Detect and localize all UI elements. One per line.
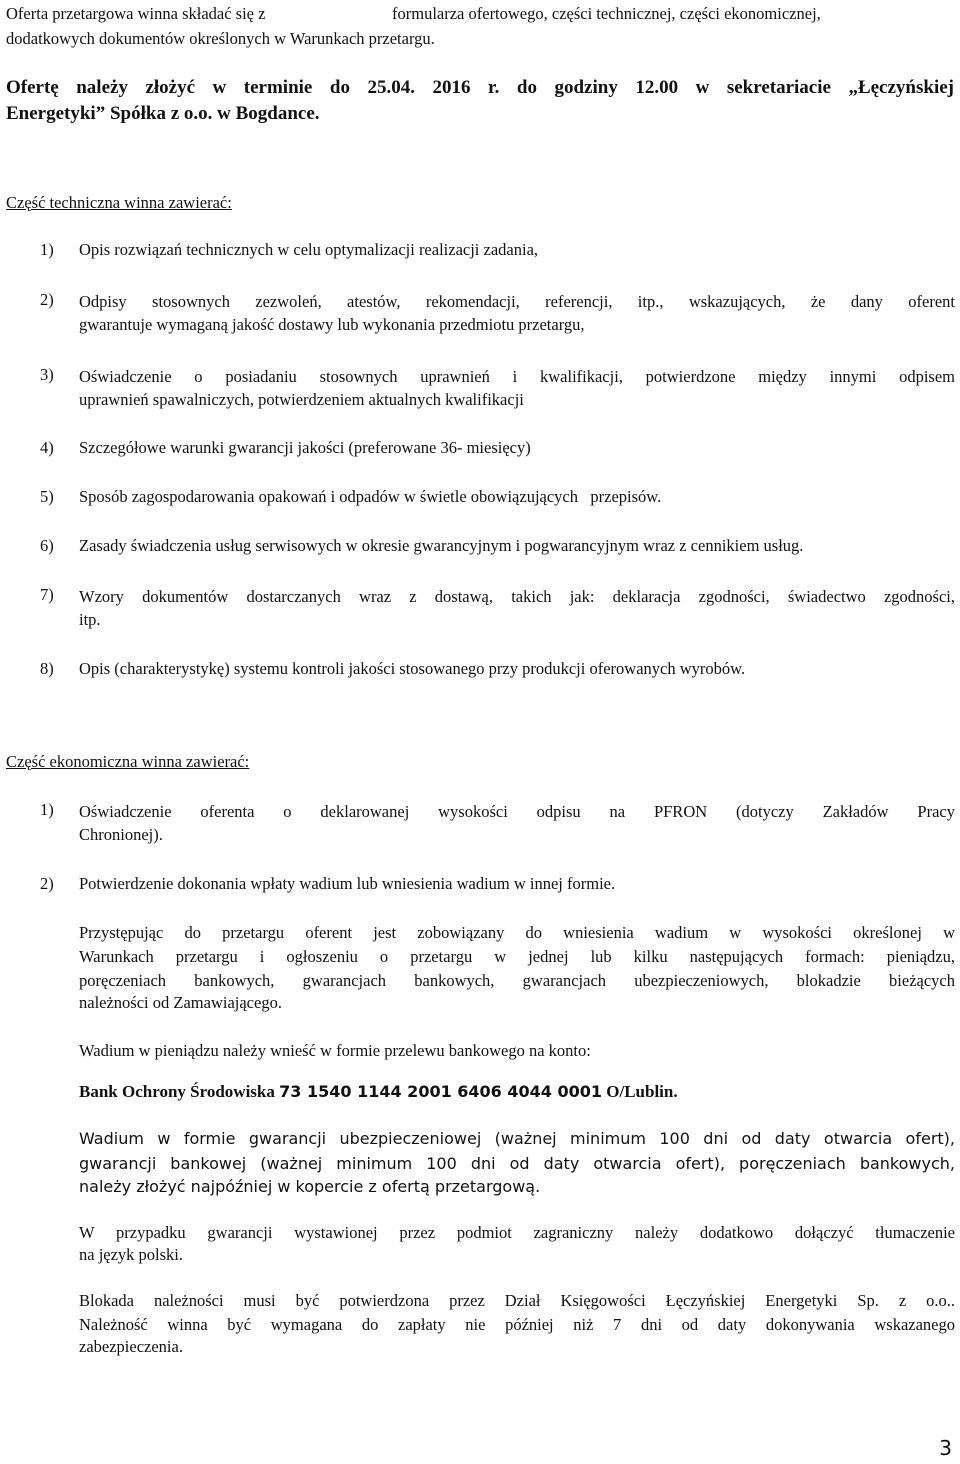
list-item-continued: uprawnień spawalniczych, potwierdzeniem aktualnych kwalifikacji [79,390,524,409]
bank-account [79,1082,678,1102]
list-item: Szczegółowe warunki gwarancji jakości (preferowane 36- miesięcy) [79,438,531,457]
list-item: Odpisy stosownych zezwoleń, atestów, rekomendacji, referencji, itp., wskazujących, że dany oferent [79,292,955,311]
list-item: Opis (charakterystykę) systemu kontroli jakości stosowanego przy produkcji oferowanych wyrobów. [79,659,746,678]
intro-line-1b: formularza ofertowego, części technicznej, części ekonomicznej, [392,4,821,23]
list-item-number: 1) [40,240,54,259]
paragraph-line: Warunkach przetargu i ogłoszeniu o przetargu w jednej lub kilku następujących formach: pieniądzu, [79,947,955,966]
paragraph-line: W przypadku gwarancji wystawionej przez podmiot zagraniczny należy dodatkowo dołączyć tłumaczenie [79,1223,955,1242]
list-item-number: 3) [40,365,54,384]
page-number: 3 [939,1436,952,1460]
intro-line-2: dodatkowych dokumentów określonych w Warunkach przetargu. [6,29,435,48]
technical-heading: Część techniczna winna zawierać: [6,193,232,212]
paragraph-line: Przystępując do przetargu oferent jest zobowiązany do wniesienia wadium w wysokości określonej w [79,923,955,942]
list-item: Oświadczenie oferenta o deklarowanej wysokości odpisu na PFRON (dotyczy Zakładów Pracy [79,802,955,821]
intro-line-1a: Oferta przetargowa winna składać się z [6,4,266,23]
list-item-number: 4) [40,438,54,457]
deadline-line-2: Energetyki” Spółka z o.o. w Bogdance. [6,103,320,124]
paragraph-line: należy złożyć najpóźniej w kopercie z ofertą przetargową. [79,1177,541,1196]
transfer-instruction: Wadium w pieniądzu należy wnieść w formie przelewu bankowego na konto: [79,1041,591,1060]
list-item-number: 2) [40,290,54,309]
list-item: Opis rozwiązań technicznych w celu optymalizacji realizacji zadania, [79,240,539,259]
paragraph-line: zabezpieczenia. [79,1337,183,1356]
paragraph-line: Wadium w formie gwarancji ubezpieczeniowej (ważnej minimum 100 dni od daty otwarcia ofert), [79,1129,955,1148]
list-item-number: 1) [40,800,54,819]
list-item-number: 8) [40,659,54,678]
list-item: Zasady świadczenia usług serwisowych w okresie gwarancyjnym i pogwarancyjnym wraz z cennikiem usług. [79,536,804,555]
list-item: Oświadczenie o posiadaniu stosownych uprawnień i kwalifikacji, potwierdzone między innymi odpisem [79,367,955,386]
list-item: Wzory dokumentów dostarczanych wraz z dostawą, takich jak: deklaracja zgodności, świadectwo zgodności, [79,587,955,606]
list-item: Sposób zagospodarowania opakowań i odpadów w świetle obowiązujących przepisów. [79,487,662,506]
economic-heading: Część ekonomiczna winna zawierać: [6,752,250,771]
list-item-continued: itp. [79,610,101,629]
paragraph-line: poręczeniach bankowych, gwarancjach bankowych, gwarancjach ubezpieczeniowych, blokadzie bieżących [79,971,955,990]
deadline-line-1: Ofertę należy złożyć w terminie do 25.04. 2016 r. do godziny 12.00 w sekretariacie „Łęczyńskiej [6,77,954,98]
list-item-continued: Chronionej). [79,825,163,844]
paragraph-line: gwarancji bankowej (ważnej minimum 100 dni od daty otwarcia ofert), poręczeniach bankowych, [79,1154,955,1173]
list-item-number: 7) [40,585,54,604]
list-item-number: 6) [40,536,54,555]
list-item-continued: gwarantuje wymaganą jakość dostawy lub wykonania przedmiotu przetargu, [79,315,585,334]
list-item-number: 2) [40,874,54,893]
paragraph-line: na język polski. [79,1245,184,1264]
list-item-number: 5) [40,487,54,506]
bank-name: Bank Ochrony Środowiska [79,1082,280,1101]
account-number: 73 1540 1144 2001 6406 4044 0001 [279,1082,603,1101]
paragraph-line: Należność winna być wymagana do zapłaty nie później niż 7 dni od daty dokonywania wskazanego [79,1315,955,1334]
bank-branch: O/Lublin. [602,1082,678,1101]
paragraph-line: należności od Zamawiającego. [79,993,282,1012]
paragraph-line: Blokada należności musi być potwierdzona przez Dział Księgowości Łęczyńskiej Energetyki Sp. z o.o.. [79,1291,955,1310]
list-item: Potwierdzenie dokonania wpłaty wadium lub wniesienia wadium w innej formie. [79,874,616,893]
